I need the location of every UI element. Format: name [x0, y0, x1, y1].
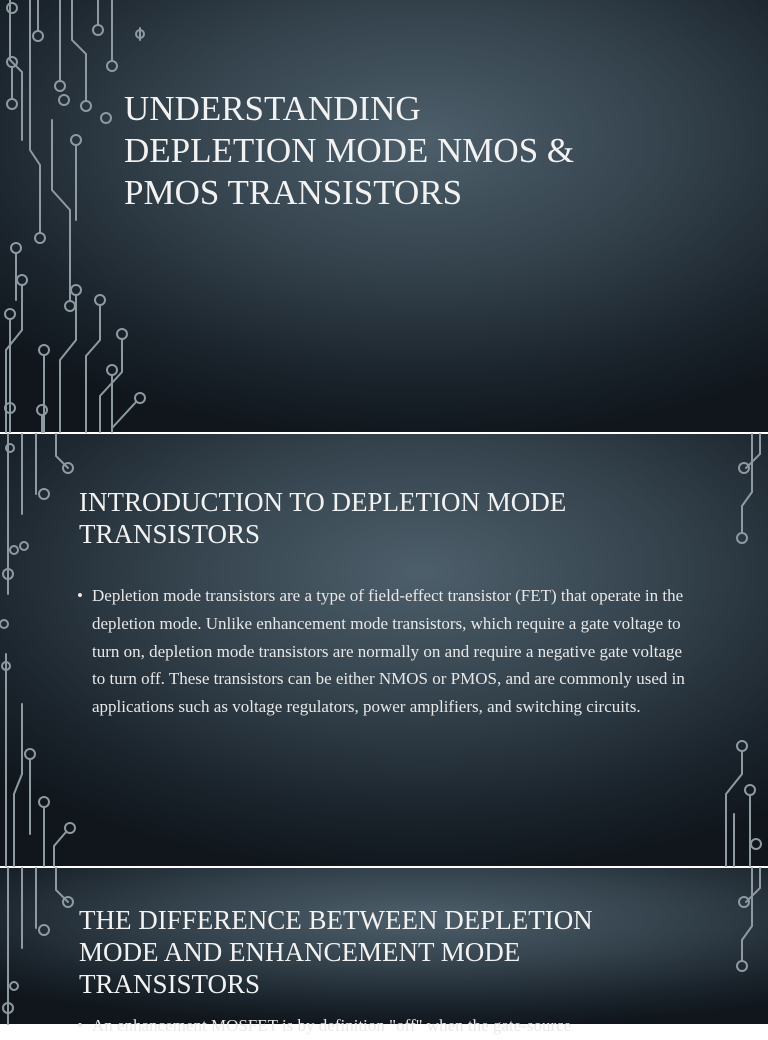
- slide-3-bullet: [77, 1012, 737, 1040]
- bullet-glyph: •: [77, 1016, 83, 1035]
- circuit-decoration-left: [0, 0, 170, 432]
- slide-2-bullet-text: Depletion mode transistors are a type of field-effect transistor (FET) that operate in the depletion mode. Unlike enhancement mode transistors, which require a gate voltage to turn on, depletion mode transistors are normally on and require a negative gate voltage to turn off. These transistors can be either NMOS or PMOS, and are commonly used in applications such as voltage regulators, power amplifiers, and switching circuits.: [92, 586, 685, 717]
- slide-1-title: UNDERSTANDING DEPLETION MODE NMOS & PMOS TRANSISTORS: [124, 89, 575, 212]
- slide-2-bullet: [77, 582, 697, 721]
- slide-3-bullet-text: An enhancement MOSFET is by definition "off" when the gate-source: [92, 1016, 572, 1035]
- slide-3: [0, 868, 768, 1035]
- slide-3-title: THE DIFFERENCE BETWEEN DEPLETION MODE AND ENHANCEMENT MODE TRANSISTORS: [79, 905, 593, 999]
- slide-2-title: INTRODUCTION TO DEPLETION MODE TRANSISTORS: [79, 487, 567, 549]
- slide-1: [0, 0, 768, 432]
- slide-2: [0, 434, 768, 866]
- circuit-decoration-left: [0, 868, 90, 1024]
- bullet-glyph: •: [77, 586, 83, 605]
